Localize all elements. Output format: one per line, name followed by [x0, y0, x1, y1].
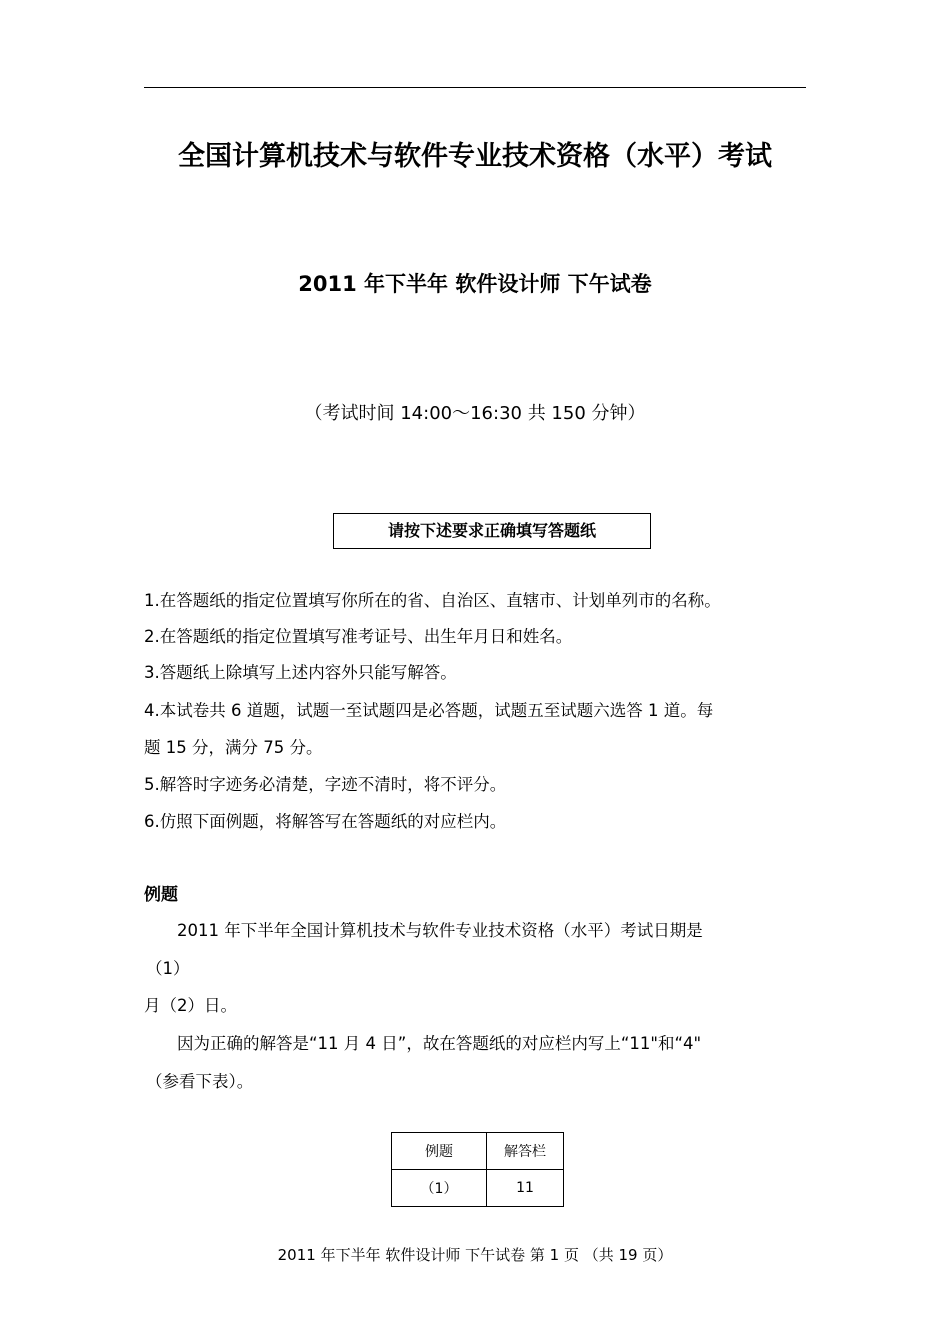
- table-header: 解答栏: [487, 1133, 564, 1170]
- paper-subtitle: 2011 年下半年 软件设计师 下午试卷: [298, 272, 652, 296]
- example-text: （1）: [146, 959, 190, 978]
- table-cell: （1）: [392, 1170, 487, 1207]
- instruction: 2.在答题纸的指定位置填写准考证号、出生年月日和姓名。: [144, 627, 573, 646]
- instruction: 1.在答题纸的指定位置填写你所在的省、自治区、直辖市、计划单列市的名称。: [144, 591, 721, 610]
- instruction: 5.解答时字迹务必清楚，字迹不清时，将不评分。: [144, 775, 507, 794]
- instruction: 4.本试卷共 6 道题，试题一至试题四是必答题，试题五至试题六选答 1 道。每: [144, 701, 714, 720]
- exam-title: 全国计算机技术与软件专业技术资格（水平）考试: [178, 141, 772, 172]
- example-text: 2011 年下半年全国计算机技术与软件专业技术资格（水平）考试日期是: [177, 921, 703, 940]
- example-text: （参看下表）。: [146, 1072, 254, 1091]
- table-header: 例题: [392, 1133, 487, 1170]
- example-table: [391, 1132, 564, 1207]
- table-cell: 11: [487, 1170, 564, 1207]
- instruction: 题 15 分，满分 75 分。: [144, 738, 323, 757]
- instruction: 3.答题纸上除填写上述内容外只能写解答。: [144, 663, 457, 682]
- top-rule: [144, 87, 806, 88]
- exam-time: （考试时间 14:00～16:30 共 150 分钟）: [304, 403, 646, 424]
- instruction: 6.仿照下面例题，将解答写在答题纸的对应栏内。: [144, 812, 507, 831]
- example-heading: 例题: [144, 885, 178, 905]
- table-row: [392, 1170, 564, 1207]
- example-text: 月（2）日。: [144, 996, 237, 1015]
- table-header-row: [392, 1133, 564, 1170]
- example-text: 因为正确的解答是“11 月 4 日”，故在答题纸的对应栏内写上“11"和“4": [177, 1034, 702, 1053]
- page-footer: 2011 年下半年 软件设计师 下午试卷 第 1 页 （共 19 页）: [277, 1246, 673, 1264]
- notice-box: 请按下述要求正确填写答题纸: [333, 513, 651, 549]
